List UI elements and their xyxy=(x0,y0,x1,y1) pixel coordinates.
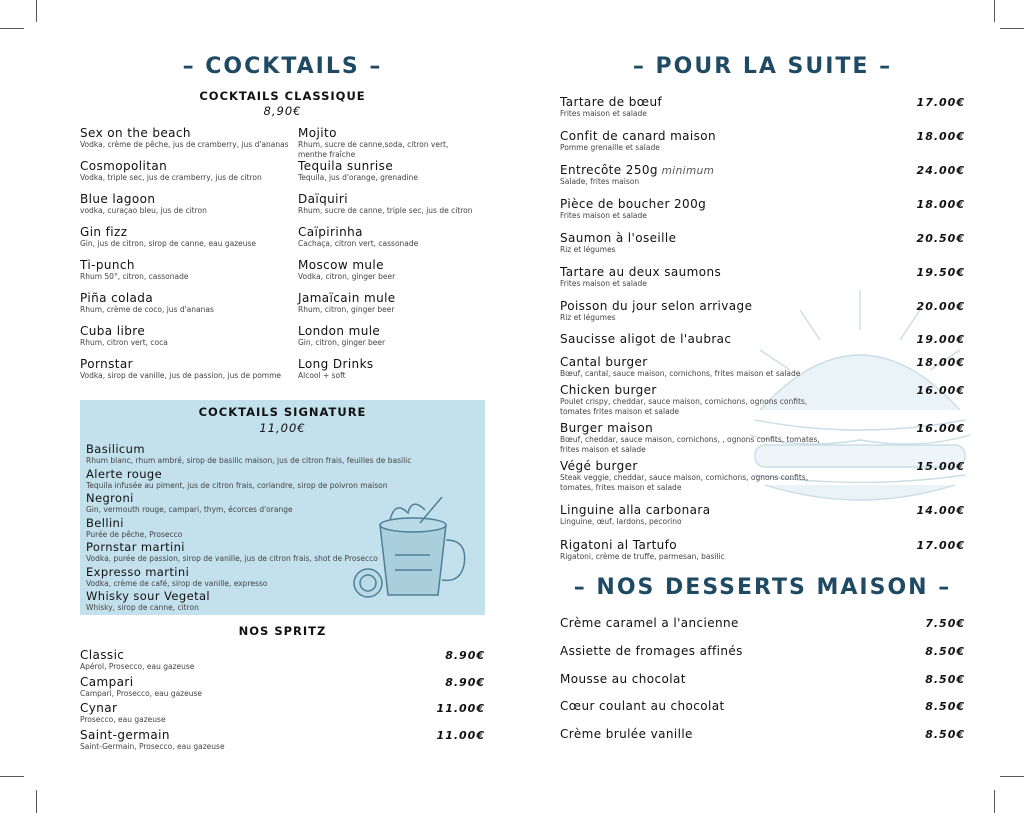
signature-title: COCKTAILS SIGNATURE xyxy=(198,405,367,419)
crop-mark xyxy=(994,790,995,813)
item-description: Rhum, sucre de canne,soda, citron vert, menthe fraîche xyxy=(298,140,449,159)
item-name: Basilicum xyxy=(86,442,145,456)
item-price: 19.50€ xyxy=(916,266,965,279)
item-name: Cynar xyxy=(80,701,118,715)
item-name: Bellini xyxy=(86,515,124,530)
menu-item xyxy=(86,516,481,540)
menu-item xyxy=(560,95,965,119)
menu-item xyxy=(298,126,488,160)
item-name: Ti-punch xyxy=(80,258,135,272)
item-name: Campari xyxy=(80,674,134,689)
item-price: 19.00€ xyxy=(916,333,965,346)
item-description: Vodka, crème de café, sirop de vanille, expresso xyxy=(86,578,268,588)
suite-title: – POUR LA SUITE – xyxy=(632,54,893,79)
menu-item xyxy=(80,648,485,672)
menu-item xyxy=(560,163,965,187)
item-price: 18.00€ xyxy=(916,198,965,211)
item-name: Cosmopolitan xyxy=(80,159,168,173)
item-description: Vodka, triple sec, jus de cramberry, jus de citron xyxy=(80,173,262,182)
item-description: Alcool + soft xyxy=(298,371,346,380)
menu-item xyxy=(560,699,965,713)
item-name: Tequila sunrise xyxy=(298,159,394,173)
item-price: 8.50€ xyxy=(925,700,965,714)
crop-mark xyxy=(994,0,995,22)
menu-item xyxy=(560,459,965,493)
menu-item xyxy=(560,616,965,630)
item-price: 8.50€ xyxy=(925,728,965,742)
item-name: Pièce de boucher 200g xyxy=(560,197,707,211)
menu-item xyxy=(86,442,481,466)
item-name: London mule xyxy=(298,324,381,338)
item-name: Crème brulée vanille xyxy=(560,727,693,742)
item-name: Saucisse aligot de l'aubrac xyxy=(560,332,732,346)
item-description: Vodka, purée de passion, sirop de vanille, jus de citron frais, shot de Prosecco xyxy=(86,554,378,563)
menu-item xyxy=(80,159,295,183)
crop-mark xyxy=(36,790,37,813)
item-price: 8.50€ xyxy=(925,672,965,686)
item-description: Frites maison et salade xyxy=(560,109,647,118)
menu-item xyxy=(80,291,295,315)
item-description: Vodka, citron, ginger beer xyxy=(298,272,396,281)
spritz-title: NOS SPRITZ xyxy=(238,624,327,638)
cocktails-column xyxy=(80,0,485,813)
cocktails-title: – COCKTAILS – xyxy=(182,54,383,79)
menu-item xyxy=(80,126,295,150)
item-description: Riz et légumes xyxy=(560,313,616,322)
menu-item xyxy=(298,258,488,282)
menu-item xyxy=(298,225,488,249)
item-price: 16.00€ xyxy=(916,422,965,435)
item-name: Whisky sour Vegetal xyxy=(86,589,211,603)
item-price: 15.00€ xyxy=(916,460,965,473)
item-price: 18.00€ xyxy=(916,356,965,369)
item-name: Moscow mule xyxy=(298,258,384,272)
item-name: Mojito xyxy=(298,126,337,140)
item-description: Gin, jus de citron, sirop de canne, eau gazeuse xyxy=(80,239,257,248)
menu-item xyxy=(560,231,965,255)
item-price: 8.90€ xyxy=(445,649,485,662)
item-name: Negroni xyxy=(86,491,134,505)
menu-item xyxy=(560,538,965,562)
menu-item xyxy=(298,324,488,348)
item-description: Saint-Germain, Prosecco, eau gazeuse xyxy=(80,741,225,751)
item-description: Gin, vermouth rouge, campari, thym, écorces d'orange xyxy=(86,505,293,514)
item-name: Expresso martini xyxy=(86,564,190,579)
item-description: Cachaça, citron vert, cassonade xyxy=(298,239,419,248)
item-description: Rhum, crème de coco, jus d'ananas xyxy=(80,305,214,314)
item-description: Rhum, citron, ginger beer xyxy=(298,305,395,314)
item-description: Poulet crispy, cheddar, sauce maison, cornichons, ognons confits, tomates frites maison et salade xyxy=(560,397,808,416)
item-description: Campari, Prosecco, eau gazeuse xyxy=(80,688,202,698)
item-name: Classic xyxy=(80,648,125,662)
menu-item xyxy=(560,727,965,741)
item-name: Cantal burger xyxy=(560,355,648,369)
menu-item xyxy=(86,540,481,564)
menu-item xyxy=(80,701,485,725)
item-name: Rigatoni al Tartufo xyxy=(560,538,678,552)
item-description: Rhum blanc, rhum ambré, sirop de basilic maison, jus de citron frais, feuilles de basilic xyxy=(86,456,412,465)
menu-item xyxy=(560,197,965,221)
item-price: 8.50€ xyxy=(925,644,965,658)
item-description: Rhum, citron vert, coca xyxy=(80,338,168,347)
menu-item xyxy=(86,565,481,589)
item-description: Pomme grenaille et salade xyxy=(560,143,660,152)
suite-column xyxy=(560,0,965,813)
crop-mark xyxy=(0,28,24,29)
item-description: Vodka, crème de pêche, jus de cramberry, jus d'ananas xyxy=(80,140,289,149)
item-description: Rhum 50°, citron, cassonade xyxy=(80,272,189,281)
item-name: Alerte rouge xyxy=(86,466,163,481)
item-description: Steak veggie, cheddar, sauce maison, cornichons, ognons confits, tomates, frites maison et salade xyxy=(560,473,809,492)
item-name: Tartare de bœuf xyxy=(560,95,663,109)
item-name: Blue lagoon xyxy=(80,192,156,206)
signature-panel xyxy=(80,400,485,615)
menu-item xyxy=(560,672,965,686)
classique-title: COCKTAILS CLASSIQUE xyxy=(199,89,366,103)
item-description: Frites maison et salade xyxy=(560,279,647,288)
crop-mark xyxy=(0,776,24,777)
item-description: Whisky, sirop de canne, citron xyxy=(86,603,199,612)
item-name: Jamaïcain mule xyxy=(298,291,396,305)
item-name: Crème caramel a l'ancienne xyxy=(560,616,739,630)
item-price: 7.50€ xyxy=(925,617,965,630)
item-description: Gin, citron, ginger beer xyxy=(298,338,386,347)
menu-item xyxy=(298,192,488,216)
menu-item xyxy=(560,265,965,289)
menu-item xyxy=(560,644,965,658)
menu-item xyxy=(560,129,965,153)
item-name: Long Drinks xyxy=(298,357,374,371)
menu-item xyxy=(560,383,965,417)
menu-item xyxy=(298,357,488,381)
item-price: 24.00€ xyxy=(916,164,965,177)
item-price: 11.00€ xyxy=(436,728,485,742)
item-name: Confit de canard maison xyxy=(560,129,717,143)
item-description: Purée de pêche, Prosecco xyxy=(86,529,183,539)
menu-item xyxy=(560,332,965,346)
item-description: Riz et légumes xyxy=(560,245,616,254)
item-name: Pornstar xyxy=(80,357,133,371)
item-description: Rigatoni, crème de truffe, parmesan, basilic xyxy=(560,552,725,561)
item-price: 20.00€ xyxy=(916,300,965,313)
menu-item xyxy=(560,355,965,379)
item-description: Frites maison et salade xyxy=(560,211,647,220)
item-name: Tartare au deux saumons xyxy=(560,265,722,279)
item-price: 18.00€ xyxy=(916,130,965,143)
item-description: Linguine, œuf, lardons, pecorino xyxy=(560,517,682,526)
menu-item xyxy=(298,291,488,315)
item-price: 17.00€ xyxy=(916,96,965,109)
classique-price: 8,90€ xyxy=(263,104,302,118)
item-name: Saint-germain xyxy=(80,727,170,742)
item-name: Daïquiri xyxy=(298,192,348,206)
menu-item xyxy=(86,491,481,515)
item-name: Sex on the beach xyxy=(80,126,191,140)
menu-item xyxy=(86,589,481,613)
item-description: Tequila, jus d'orange, grenadine xyxy=(298,173,418,182)
item-description: Rhum, sucre de canne, triple sec, jus de citron xyxy=(298,206,473,215)
item-description: Bœuf, cantal, sauce maison, cornichons, frites maison et salade xyxy=(560,369,801,378)
signature-price: 11,00€ xyxy=(259,421,306,435)
item-price: 11.00€ xyxy=(436,702,485,715)
item-name: Pornstar martini xyxy=(86,540,185,554)
menu-item xyxy=(80,728,485,752)
menu-item xyxy=(560,421,965,455)
item-description: Vodka, sirop de vanille, jus de passion, jus de pomme xyxy=(80,371,282,380)
item-name: Cœur coulant au chocolat xyxy=(560,699,725,714)
item-name: Linguine alla carbonara xyxy=(560,503,711,517)
item-price: 14.00€ xyxy=(916,504,965,517)
menu-item xyxy=(298,159,488,183)
item-name: Chicken burger xyxy=(560,383,657,397)
item-description: Tequila infusée au piment, jus de citron frais, coriandre, sirop de poivron maison xyxy=(86,480,388,490)
item-name: Mousse au chocolat xyxy=(560,671,686,686)
item-name: Saumon à l'oseille xyxy=(560,231,677,245)
menu-item xyxy=(80,357,295,381)
menu-item xyxy=(560,503,965,527)
item-description: Bœuf, cheddar, sauce maison, cornichons, , ognons confits, tomates, frites maison et salade xyxy=(560,435,820,454)
item-description: Salade, frites maison xyxy=(560,177,640,186)
item-price: 17.00€ xyxy=(916,539,965,552)
item-price: 16.00€ xyxy=(916,384,965,397)
item-name: Poisson du jour selon arrivage xyxy=(560,299,753,313)
menu-item xyxy=(80,324,295,348)
item-name: Piña colada xyxy=(80,291,154,305)
item-description: Apérol, Prosecco, eau gazeuse xyxy=(80,662,195,671)
item-price: 8.90€ xyxy=(445,675,485,689)
item-name: Cuba libre xyxy=(80,324,146,338)
menu-item xyxy=(86,467,481,491)
item-name: Entrecôte 250g minimum xyxy=(560,163,715,177)
desserts-title: – NOS DESSERTS MAISON – xyxy=(573,575,952,600)
item-description: Prosecco, eau gazeuse xyxy=(80,715,166,724)
crop-mark xyxy=(1000,776,1024,777)
item-name: Gin fizz xyxy=(80,225,128,239)
item-price: 20.50€ xyxy=(916,232,965,245)
menu-item xyxy=(560,299,965,323)
menu-item xyxy=(80,675,485,699)
item-name: Végé burger xyxy=(560,459,638,473)
item-description: vodka, curaçao bleu, jus de citron xyxy=(80,206,207,215)
crop-mark xyxy=(36,0,37,22)
item-name: Caïpirinha xyxy=(298,225,363,239)
item-name-extra: minimum xyxy=(657,165,715,177)
crop-mark xyxy=(1000,28,1024,29)
item-name: Burger maison xyxy=(560,421,654,435)
menu-item xyxy=(80,192,295,216)
menu-item xyxy=(80,225,295,249)
item-name: Assiette de fromages affinés xyxy=(560,643,743,658)
menu-item xyxy=(80,258,295,282)
